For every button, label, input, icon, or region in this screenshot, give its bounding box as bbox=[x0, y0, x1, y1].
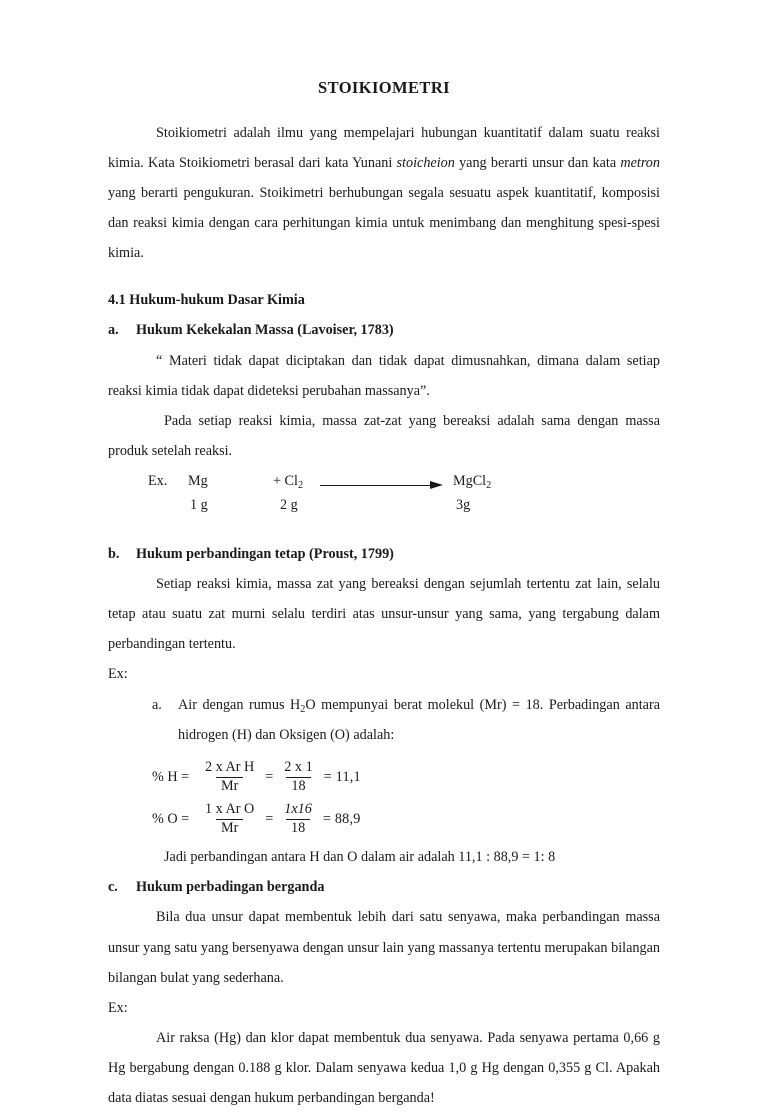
intro-paragraph bbox=[108, 118, 660, 269]
list-item bbox=[108, 690, 660, 751]
reaction-mass-2: 2 g bbox=[280, 497, 298, 513]
formula-h-f1-numerator: 2 x Ar H bbox=[205, 758, 255, 775]
formula-o-label: % O = bbox=[152, 810, 190, 827]
formula-h-equals-2: = bbox=[323, 768, 332, 785]
intro-italic-metron: metron bbox=[620, 154, 660, 171]
reaction-mass-3: 3g bbox=[456, 497, 471, 513]
reactant-cl-text: + Cl bbox=[273, 473, 298, 489]
law-c-paragraph: Bila dua unsur dapat membentuk lebih dari satu senyawa, maka perbandingan massa unsur yang satu yang bersenyawa dengan unsur lain yang massanya tertentu merupakan bilangan bilangan bulat yang sederhana. bbox=[108, 909, 660, 986]
formula-h-equals-1: = bbox=[265, 768, 274, 785]
reaction-equation bbox=[108, 470, 660, 522]
reactant-cl-subscript: 2 bbox=[297, 479, 304, 491]
law-b-conclusion: Jadi perbandingan antara H dan O dalam air adalah 11,1 : 88,9 = 1: 8 bbox=[164, 849, 556, 866]
formula-o-f2-numerator: 1x16 bbox=[284, 800, 312, 817]
intro-part-2: yang berarti unsur dan kata bbox=[454, 154, 621, 171]
spacer bbox=[108, 522, 660, 539]
reaction-reactant-mg: Mg bbox=[188, 473, 208, 489]
law-a-paragraph: Pada setiap reaksi kimia, massa zat-zat yang bereaksi adalah sama dengan massa produk setelah reaksi. bbox=[108, 412, 660, 459]
formula-h-f2-numerator: 2 x 1 bbox=[284, 758, 313, 775]
arrow-head bbox=[430, 481, 443, 489]
law-b-heading bbox=[108, 539, 660, 569]
product-subscript: 2 bbox=[486, 479, 492, 491]
law-c-marker: c. bbox=[108, 879, 118, 896]
law-c-ex-label: Ex: bbox=[108, 999, 128, 1016]
law-c-example-text: Air raksa (Hg) dan klor dapat membentuk dua senyawa. Pada senyawa pertama 0,66 g Hg bergabung dengan 0.188 g klor. Dalam senyawa kedua 1,0 g Hg dengan 0,355 g Cl. Apakah data diatas sesuai dengan hukum perbandingan berganda! bbox=[108, 1029, 660, 1107]
intro-italic-stoicheion: stoicheion bbox=[396, 154, 455, 171]
intro-part-3: yang berarti pengukuran. Stoikimetri berhubungan segala sesuatu aspek kuantitatif, komposisi dan reaksi kimia dengan cara perhitungan kimia untuk menimbang dan menghitung spesi-spesi kimia. bbox=[108, 185, 660, 262]
reaction-label: Ex. bbox=[148, 473, 168, 489]
formula-h-f1-denominator: Mr bbox=[216, 777, 243, 795]
law-a-marker: a. bbox=[108, 322, 119, 339]
arrow-shaft bbox=[320, 485, 432, 486]
page-title: STOIKIOMETRI bbox=[318, 78, 450, 97]
law-b-heading-text: Hukum perbandingan tetap (Proust, 1799) bbox=[136, 546, 394, 562]
intro-part-1: Stoikiometri adalah ilmu yang mempelajari hubungan kuantitatif dalam suatu reaksi kimia. Kata Stoikiometri berasal dari kata Yunani bbox=[108, 124, 660, 171]
formula-o-fraction-2 bbox=[279, 802, 317, 837]
spacer bbox=[108, 268, 660, 285]
law-c-heading bbox=[108, 872, 660, 902]
reaction-mass-1: 1 g bbox=[190, 497, 208, 513]
reaction-product-mgcl2 bbox=[453, 470, 491, 494]
formula-o-result: 88,9 bbox=[334, 810, 361, 827]
formula-h-label: % H = bbox=[152, 768, 190, 785]
list-item-marker: a. bbox=[152, 696, 162, 713]
law-a-heading bbox=[108, 315, 660, 345]
list-item-text-after: O mempunyai berat molekul (Mr) = 18. Perbadingan antara hidrogen (H) dan Oksigen (O) adalah: bbox=[178, 696, 660, 744]
formula-percent-oxygen bbox=[152, 798, 660, 840]
formula-o-equals-1: = bbox=[265, 810, 274, 827]
reaction-reactant-cl2 bbox=[273, 470, 303, 494]
law-a-quote: “ Materi tidak dapat diciptakan dan tidak dapat dimusnahkan, dimana dalam setiap reaksi kimia tidak dapat dideteksi perubahan massanya”. bbox=[108, 352, 660, 399]
document-content bbox=[108, 78, 660, 1113]
formula-o-f1-denominator: Mr bbox=[216, 819, 243, 837]
h2o-subscript: 2 bbox=[300, 703, 306, 715]
reaction-species-row bbox=[108, 470, 660, 494]
formula-h-result: 11,1 bbox=[335, 768, 361, 785]
formula-o-f2-denominator: 18 bbox=[286, 819, 310, 837]
formula-o-fraction-1 bbox=[200, 802, 259, 837]
formula-h-fraction-1 bbox=[200, 760, 259, 795]
law-b-example-list bbox=[108, 690, 660, 751]
formula-h-fraction-2 bbox=[279, 760, 317, 795]
formula-o-f1-numerator: 1 x Ar O bbox=[205, 800, 255, 817]
law-b-marker: b. bbox=[108, 546, 120, 562]
law-b-ex-label: Ex: bbox=[108, 666, 128, 683]
law-c-heading-text: Hukum perbadingan berganda bbox=[136, 879, 325, 896]
formula-h-f2-denominator: 18 bbox=[286, 777, 310, 795]
formula-o-equals-2: = bbox=[322, 810, 331, 827]
percent-formulas bbox=[108, 756, 660, 840]
law-a-heading-text: Hukum Kekekalan Massa (Lavoiser, 1783) bbox=[136, 322, 394, 339]
list-item-text-before: Air dengan rumus H bbox=[178, 696, 301, 713]
reaction-arrow-icon bbox=[320, 481, 445, 490]
formula-percent-hydrogen bbox=[152, 756, 660, 798]
product-text: MgCl bbox=[453, 473, 487, 489]
law-b-paragraph: Setiap reaksi kimia, massa zat yang bereaksi dengan sejumlah tertentu zat lain, selalu tetap atau suatu zat murni selalu terdiri atas unsur-unsur yang sama, yang tergabung dalam perbandingan tertentu. bbox=[108, 576, 660, 653]
section-heading-4-1: 4.1 Hukum-hukum Dasar Kimia bbox=[108, 292, 305, 309]
reaction-mass-row bbox=[108, 494, 660, 518]
